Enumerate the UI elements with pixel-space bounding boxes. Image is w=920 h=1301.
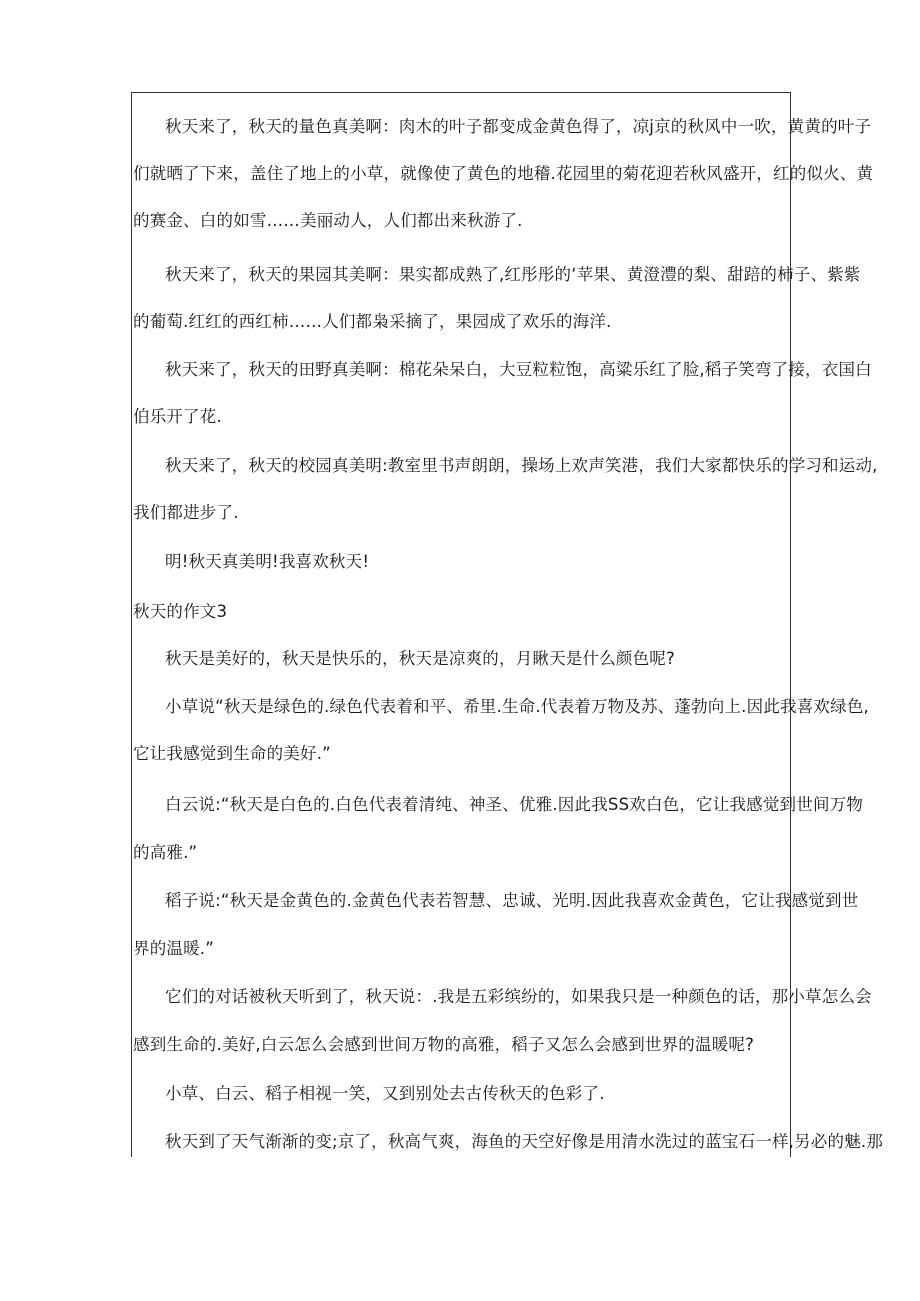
text-line: 秋天到了天气渐渐的变;京了，秋高气爽，海鱼的天空好像是用清水洗过的蓝宝石一样,另必的魅.那 bbox=[165, 1132, 884, 1151]
text-line: 的高雅.” bbox=[133, 843, 198, 862]
text-line: 小草、白云、稻子相视一笑，又到别处去古传秋天的色彩了. bbox=[165, 1084, 605, 1103]
text-line: 的赛金、白的如雪……美丽动人，人们都出来秋游了. bbox=[133, 211, 523, 230]
text-line: 的葡萄.红红的西红柿……人们都枭采摘了，果园成了欢乐的海洋. bbox=[133, 312, 612, 331]
text-line: 秋天来了，秋天的果园其美啊：果实都成熟了,红彤彤的‘苹果、黄澄澧的梨、甜踣的柿子、紫紫 bbox=[165, 265, 861, 284]
text-line: 秋天来了，秋天的量色真美啊：肉木的叶子都变成金黄色得了，凉j京的秋风中一吹，黄黄的叶子 bbox=[165, 117, 872, 136]
text-line: 稻子说:“秋天是金黄色的.金黄色代表若智慧、忠诚、光明.因此我喜欢金黄色，它让我感觉到世 bbox=[165, 891, 859, 910]
text-line: 们就晒了下来，盖住了地上的小草，就像使了黄色的地稽.花园里的菊花迎若秋风盛开，红的似火、黄 bbox=[133, 164, 874, 183]
text-line: 白云说:“秋天是白色的.白色代表着清纯、神圣、优雅.因此我SS欢白色，它让我感觉到世间万物 bbox=[165, 795, 864, 814]
text-line: 秋天是美好的，秋天是快乐的，秋天是凉爽的，月瞅天是什么颜色呢? bbox=[165, 649, 675, 668]
text-line: 秋天来了，秋天的田野真美啊：棉花朵呆白，大豆粒粒饱，高粱乐红了脸,稻子笑弯了接，衣国白 bbox=[165, 360, 872, 379]
text-line: 我们都进步了. bbox=[133, 503, 239, 522]
text-line: 秋天来了，秋天的校园真美明:教室里书声朗朗，操场上欢声笑港，我们大家都快乐的学习和运动, bbox=[165, 456, 878, 475]
text-line: 小草说“秋天是绿色的.绿色代表着和平、希里.生命.代表着万物及苏、蓬勃向上.因此我喜欢绿色, bbox=[165, 697, 869, 716]
text-line: 感到生命的.美好,白云怎么会感到世间万物的高雅，稻子又怎么会感到世界的温暖呢? bbox=[133, 1035, 755, 1054]
section-heading: 秋天的作文3 bbox=[133, 602, 228, 621]
text-line: 界的温暖.” bbox=[133, 939, 214, 958]
text-line: 它们的对话被秋天听到了，秋天说：.我是五彩缤纷的，如果我只是一种颜色的话，那小草怎么会 bbox=[165, 987, 872, 1006]
text-line: 伯乐开了花. bbox=[133, 407, 222, 426]
text-line: 明!秋天真美明!我喜欢秋天! bbox=[165, 552, 370, 571]
text-line: 它让我感觉到生命的美好.” bbox=[133, 744, 331, 763]
